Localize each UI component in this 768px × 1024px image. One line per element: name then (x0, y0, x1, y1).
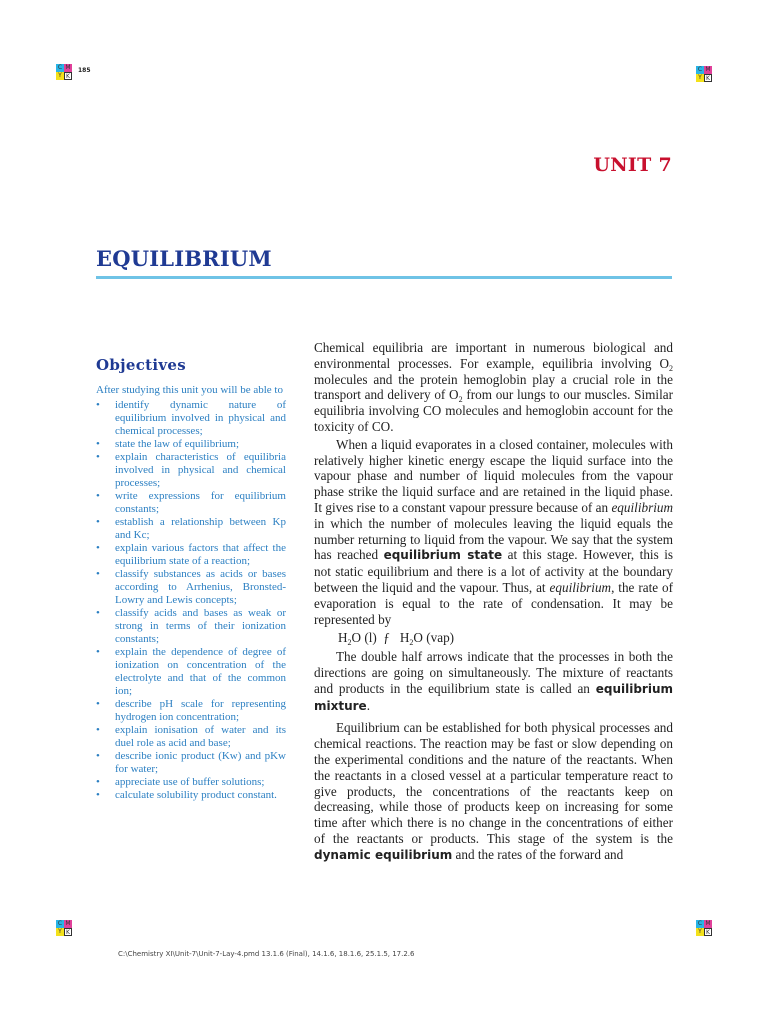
cyan-swatch: C (57, 920, 63, 927)
paragraph-4 (314, 720, 673, 863)
text-run: O (vap) (413, 630, 455, 646)
text-run: When a liquid evaporates in a closed container, molecules with relatively higher kinetic energy escape the liquid surface into the vapour phase and number of liquid molecules from the vapour phase strike the liquid surface and are retained in the liquid phase. It gives rise to a constant vapour pressure because of an (314, 436, 673, 515)
objective-item: • classify acids and bases as weak or strong in terms of their ionization constants; (96, 607, 286, 646)
text-run: O (l) ƒ H (351, 630, 410, 646)
text-run: The double half arrows indicate that the processes in both the directions are going on simultaneously. The mixture of reactants and products in the equilibrium state is called an (314, 649, 673, 696)
unit-label: UNIT 7 (593, 154, 672, 176)
paragraph-2 (314, 437, 673, 628)
yellow-swatch: Y (56, 928, 64, 936)
key-term: equilibrium state (383, 548, 503, 563)
text-run: at this stage. However, this is not static equilibrium and there is a lot of activity at the boundary between the liquid and the vapour. Thus, at (314, 547, 673, 595)
page-number: 185 (78, 67, 91, 74)
text-run: from our lungs to our muscles. Similar equilibria involving CO molecules and hemoglobin account for the toxicity of CO. (314, 387, 673, 434)
text-run: molecules and the protein hemoglobin play a crucial role in the transport and delivery of O (314, 371, 673, 403)
footer-file-path: C:\Chemistry XI\Unit-7\Unit-7-Lay-4.pmd 13.1.6 (Final), 14.1.6, 18.1.6, 25.1.5, 17.2.6 (118, 950, 415, 958)
magenta-swatch: M (705, 66, 711, 73)
text-run: Chemical equilibria are important in numerous biological and environmental processes. For example, equilibria involving O (314, 340, 673, 371)
objectives-intro: After studying this unit you will be able to (96, 384, 283, 396)
emphasis: equilibrium (611, 499, 673, 515)
magenta-swatch: M (65, 64, 71, 71)
objective-item: • establish a relationship between Kp and Kc; (96, 516, 286, 542)
cyan-swatch: C (57, 64, 63, 71)
title-rule (96, 276, 672, 279)
subscript: 2 (458, 395, 463, 405)
subscript: 2 (347, 638, 352, 648)
text-run: in which the number of molecules leaving the liquid equals the number returning to liquid from the vapour. We say that the system has reached (314, 515, 673, 563)
key-term: dynamic equilibrium (314, 847, 453, 862)
text-run: and the rates of the forward and (452, 846, 624, 862)
yellow-swatch: Y (696, 74, 704, 82)
registration-mark-top-left (56, 64, 72, 80)
paragraph-1 (314, 340, 673, 435)
key-term: equilibrium mixture (314, 681, 673, 713)
registration-mark-top-right (696, 66, 712, 82)
emphasis: equilibrium (549, 579, 612, 595)
objective-item: • explain various factors that affect the equilibrium state of a reaction; (96, 542, 286, 568)
objective-item: • calculate solubility product constant. (96, 789, 286, 802)
subscript: 2 (409, 638, 414, 648)
black-swatch: K (64, 928, 72, 936)
black-swatch: K (704, 74, 712, 82)
text-run: Equilibrium can be established for both physical processes and chemical reactions. The reaction may be fast or slow depending on the experimental conditions and the nature of the reactants. When the reactants in a closed vessel at a particular temperature react to give products, the concentrations of the reactants keep on decreasing, while those of products keep on increasing for some time after which there is no change in the concentrations of either of the reactants or products. This stage of the system is the (314, 720, 673, 846)
text-run: . (366, 697, 370, 713)
subscript: 2 (669, 363, 673, 373)
yellow-swatch: Y (56, 72, 64, 80)
objective-item: • explain the dependence of degree of ionization on concentration of the electrolyte and that of the common ion; (96, 646, 286, 698)
magenta-swatch: M (65, 920, 71, 927)
objective-item: • state the law of equilibrium; (96, 438, 286, 451)
objective-item: • explain characteristics of equilibria involved in physical and chemical processes; (96, 451, 286, 490)
magenta-swatch: M (705, 920, 711, 927)
paragraph-3 (314, 649, 673, 714)
objective-item: • write expressions for equilibrium constants; (96, 490, 286, 516)
yellow-swatch: Y (696, 928, 704, 936)
objective-item: • identify dynamic nature of equilibrium involved in physical and chemical processes; (96, 399, 286, 438)
chapter-title: EQUILIBRIUM (96, 246, 272, 271)
registration-mark-bottom-left (56, 920, 72, 936)
equation (338, 630, 673, 646)
objective-item: • appreciate use of buffer solutions; (96, 776, 286, 789)
registration-mark-bottom-right (696, 920, 712, 936)
text-run: H (338, 630, 348, 646)
objectives-panel (96, 356, 286, 802)
cyan-swatch: C (697, 66, 703, 73)
body-text (314, 340, 673, 864)
objective-item: • describe ionic product (Kw) and pKw for water; (96, 750, 286, 776)
objectives-heading: Objectives (96, 356, 186, 374)
text-run: , the rate of evaporation is equal to the rate of condensation. It may be represented by (314, 579, 674, 627)
cyan-swatch: C (697, 920, 703, 927)
objective-item: • explain ionisation of water and its duel role as acid and base; (96, 724, 286, 750)
objective-item: • describe pH scale for representing hydrogen ion concentration; (96, 698, 286, 724)
black-swatch: K (64, 72, 72, 80)
black-swatch: K (704, 928, 712, 936)
objectives-list (96, 399, 286, 802)
objective-item: • classify substances as acids or bases according to Arrhenius, Bronsted-Lowry and Lewis concepts; (96, 568, 286, 607)
